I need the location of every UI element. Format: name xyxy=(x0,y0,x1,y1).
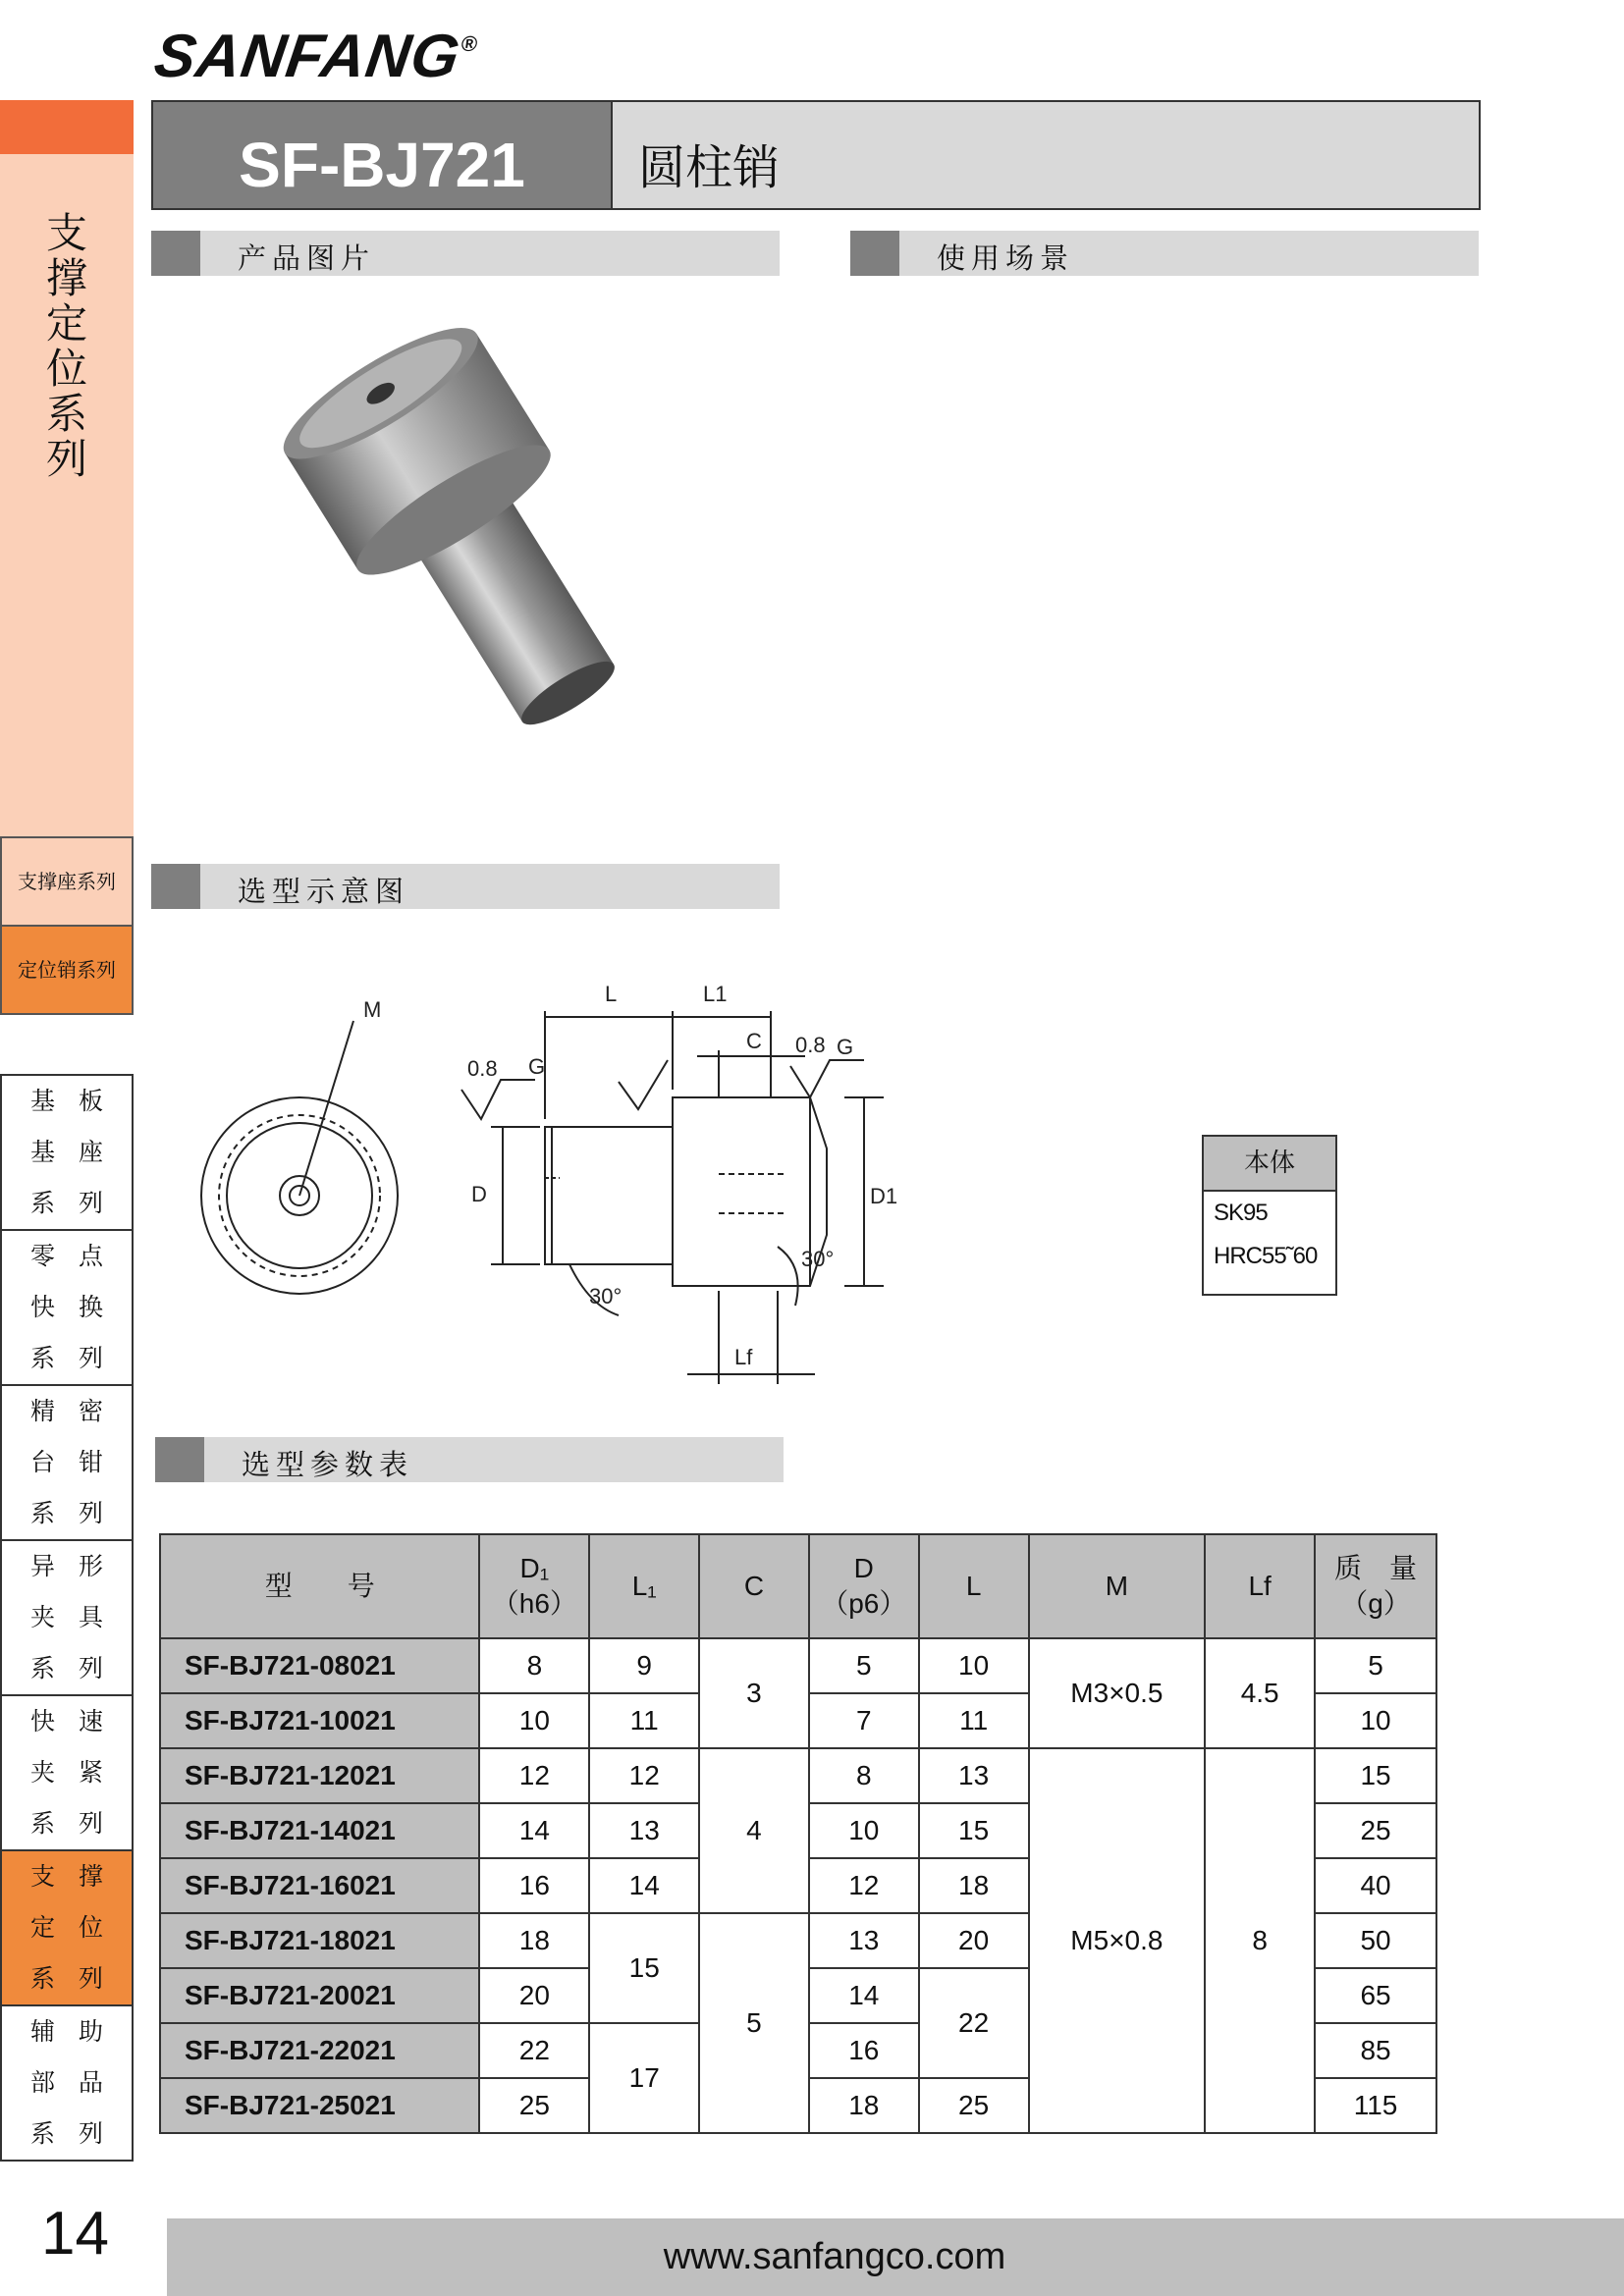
table-row: SF-BJ721-16021 16 14 12 18 40 xyxy=(160,1858,1436,1913)
col-mass: 质 量 （g） xyxy=(1315,1534,1436,1638)
section-params: 选型参数表 xyxy=(155,1437,784,1482)
category-quick-clamp[interactable]: 快速 夹紧 系列 xyxy=(2,1696,132,1851)
svg-text:30°: 30° xyxy=(801,1247,835,1271)
product-code: SF-BJ721 xyxy=(153,102,613,208)
material-spec xyxy=(1202,1135,1337,1296)
svg-text:Lf: Lf xyxy=(734,1345,753,1369)
page-number: 14 xyxy=(41,2200,109,2268)
table-row: SF-BJ721-14021 14 13 10 15 25 xyxy=(160,1803,1436,1858)
table-row: SF-BJ721-25021 25 18 25 115 xyxy=(160,2078,1436,2133)
category-base-plate[interactable]: 基板 基座 系列 xyxy=(2,1076,132,1231)
svg-text:D1: D1 xyxy=(870,1184,898,1208)
category-special-fixture[interactable]: 异形 夹具 系列 xyxy=(2,1541,132,1696)
category-support-locating[interactable]: 支撑 定位 系列 xyxy=(2,1851,132,2006)
svg-text:C: C xyxy=(746,1029,762,1053)
subnav-item-locating-pin[interactable]: 定位销系列 xyxy=(2,927,132,1013)
product-title-bar xyxy=(151,100,1481,210)
brand-logo: SANFANG® xyxy=(150,23,480,90)
col-d: D （p6） xyxy=(809,1534,919,1638)
table-row: SF-BJ721-08021 8 9 3 5 10 M3×0.5 4.5 5 xyxy=(160,1638,1436,1693)
svg-text:30°: 30° xyxy=(589,1284,623,1308)
svg-text:L1: L1 xyxy=(703,982,728,1006)
svg-text:G: G xyxy=(837,1035,854,1059)
section-diagram: 选型示意图 xyxy=(151,864,780,909)
footer-bar xyxy=(167,2218,1624,2296)
svg-text:M: M xyxy=(363,997,382,1022)
col-lf: Lf xyxy=(1205,1534,1315,1638)
section-usage: 使用场景 xyxy=(850,231,1479,276)
col-c: C xyxy=(699,1534,809,1638)
rail-accent xyxy=(0,100,134,154)
table-row: SF-BJ721-18021 18 15 5 13 20 50 xyxy=(160,1913,1436,1968)
svg-text:0.8: 0.8 xyxy=(795,1033,826,1057)
svg-text:L: L xyxy=(605,982,618,1006)
product-photo xyxy=(255,324,707,766)
material-header: 本体 xyxy=(1204,1137,1335,1192)
svg-text:D: D xyxy=(471,1182,487,1206)
material-hardness: HRC55˜60 xyxy=(1214,1243,1318,1269)
table-row: SF-BJ721-12021 12 12 4 8 13 M5×0.8 8 15 xyxy=(160,1748,1436,1803)
col-l: L xyxy=(919,1534,1029,1638)
table-row: SF-BJ721-20021 20 14 22 65 xyxy=(160,1968,1436,2023)
table-row: SF-BJ721-22021 22 17 16 85 xyxy=(160,2023,1436,2078)
category-accessories[interactable]: 辅助 部品 系列 xyxy=(29,2017,127,2148)
product-name: 圆柱销 xyxy=(638,140,781,195)
section-product-image: 产品图片 xyxy=(151,231,780,276)
parameter-table xyxy=(159,1533,1437,2134)
table-header-row xyxy=(160,1534,1436,1638)
svg-text:G: G xyxy=(528,1054,546,1079)
material-grade: SK95 xyxy=(1214,1200,1268,1226)
dimension-drawing xyxy=(177,972,1060,1404)
category-precision-vise[interactable]: 精密 台钳 系列 xyxy=(2,1386,132,1541)
table-row: SF-BJ721-10021 10 11 7 11 10 xyxy=(160,1693,1436,1748)
category-zero-point[interactable]: 零点 快换 系列 xyxy=(2,1231,132,1386)
subnav-item-support-seat[interactable]: 支撑座系列 xyxy=(2,838,132,927)
series-title: 支 撑 定 位 系 列 xyxy=(45,209,87,483)
col-d1: D₁ （h6） xyxy=(479,1534,589,1638)
sub-series-nav xyxy=(0,836,134,1015)
col-l1: L₁ xyxy=(589,1534,699,1638)
col-model: 型 号 xyxy=(160,1534,479,1638)
category-nav xyxy=(0,1074,134,2162)
footer-url[interactable]: www.sanfangco.com xyxy=(663,2236,1006,2277)
svg-text:0.8: 0.8 xyxy=(467,1056,498,1081)
col-m: M xyxy=(1029,1534,1206,1638)
